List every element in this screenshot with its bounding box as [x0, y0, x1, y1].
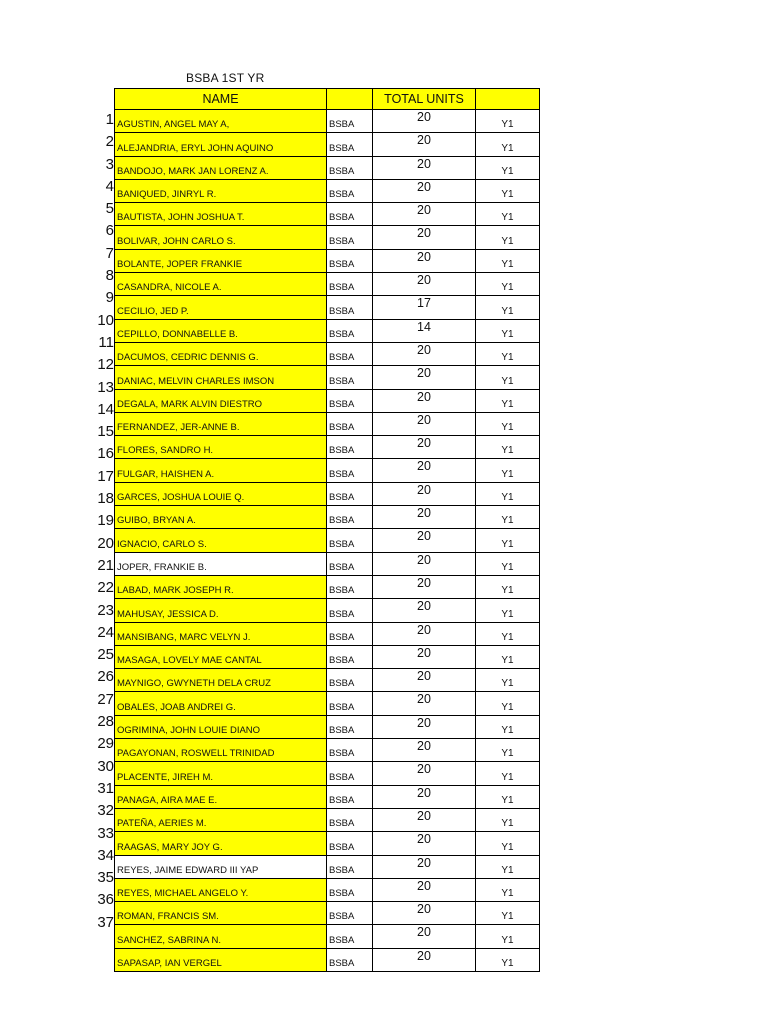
cell-total-units: 20	[373, 925, 476, 948]
cell-year: Y1	[476, 622, 540, 645]
cell-year: Y1	[476, 203, 540, 226]
cell-program: BSBA	[327, 459, 373, 482]
cell-total-units: 20	[373, 715, 476, 738]
cell-year: Y1	[476, 389, 540, 412]
cell-name: PLACENTE, JIREH M.	[115, 762, 327, 785]
cell-year: Y1	[476, 715, 540, 738]
cell-program: BSBA	[327, 319, 373, 342]
cell-name: DEGALA, MARK ALVIN DIESTRO	[115, 389, 327, 412]
row-number: 20	[97, 534, 114, 552]
cell-total-units: 20	[373, 855, 476, 878]
cell-total-units: 20	[373, 342, 476, 365]
table-row	[115, 249, 540, 272]
cell-program: BSBA	[327, 273, 373, 296]
cell-total-units: 20	[373, 249, 476, 272]
cell-total-units: 20	[373, 226, 476, 249]
table-row	[115, 179, 540, 202]
row-number: 13	[97, 378, 114, 396]
table-row	[115, 692, 540, 715]
cell-year: Y1	[476, 855, 540, 878]
row-number: 31	[97, 779, 114, 797]
cell-name: IGNACIO, CARLO S.	[115, 529, 327, 552]
table-row	[115, 669, 540, 692]
row-number: 24	[97, 623, 114, 641]
table-row	[115, 110, 540, 133]
cell-program: BSBA	[327, 156, 373, 179]
row-number: 8	[105, 267, 114, 285]
cell-name: RAAGAS, MARY JOY G.	[115, 832, 327, 855]
cell-program: BSBA	[327, 296, 373, 319]
table-row	[115, 948, 540, 971]
row-number: 27	[97, 690, 114, 708]
header-program	[327, 89, 373, 110]
row-number: 34	[97, 846, 114, 864]
cell-total-units: 20	[373, 645, 476, 668]
cell-name: MASAGA, LOVELY MAE CANTAL	[115, 645, 327, 668]
cell-total-units: 20	[373, 575, 476, 598]
row-number: 7	[105, 244, 114, 262]
cell-name: DACUMOS, CEDRIC DENNIS G.	[115, 342, 327, 365]
header-name: NAME	[115, 89, 327, 110]
cell-year: Y1	[476, 273, 540, 296]
table-row	[115, 296, 540, 319]
cell-total-units: 20	[373, 133, 476, 156]
cell-name: REYES, JAIME EDWARD III YAP	[115, 855, 327, 878]
cell-total-units: 20	[373, 110, 476, 133]
cell-name: SANCHEZ, SABRINA N.	[115, 925, 327, 948]
header-year	[476, 89, 540, 110]
table-row	[115, 226, 540, 249]
cell-total-units: 20	[373, 459, 476, 482]
cell-total-units: 20	[373, 878, 476, 901]
cell-total-units: 20	[373, 785, 476, 808]
cell-program: BSBA	[327, 645, 373, 668]
cell-program: BSBA	[327, 715, 373, 738]
cell-program: BSBA	[327, 529, 373, 552]
cell-year: Y1	[476, 669, 540, 692]
cell-total-units: 20	[373, 739, 476, 762]
row-number: 32	[97, 802, 114, 820]
cell-program: BSBA	[327, 575, 373, 598]
table-row	[115, 832, 540, 855]
cell-program: BSBA	[327, 436, 373, 459]
cell-program: BSBA	[327, 669, 373, 692]
cell-year: Y1	[476, 133, 540, 156]
table-row	[115, 878, 540, 901]
cell-total-units: 20	[373, 762, 476, 785]
cell-program: BSBA	[327, 133, 373, 156]
cell-total-units: 20	[373, 529, 476, 552]
cell-program: BSBA	[327, 203, 373, 226]
cell-year: Y1	[476, 529, 540, 552]
table-row	[115, 715, 540, 738]
cell-program: BSBA	[327, 808, 373, 831]
table-row	[115, 622, 540, 645]
header-row	[115, 89, 540, 110]
cell-total-units: 20	[373, 506, 476, 529]
cell-name: LABAD, MARK JOSEPH R.	[115, 575, 327, 598]
cell-year: Y1	[476, 762, 540, 785]
cell-year: Y1	[476, 249, 540, 272]
cell-year: Y1	[476, 506, 540, 529]
table-row	[115, 575, 540, 598]
cell-program: BSBA	[327, 902, 373, 925]
cell-year: Y1	[476, 110, 540, 133]
header-total-units: TOTAL UNITS	[373, 89, 476, 110]
cell-year: Y1	[476, 226, 540, 249]
cell-program: BSBA	[327, 552, 373, 575]
row-number: 14	[97, 400, 114, 418]
cell-total-units: 20	[373, 436, 476, 459]
cell-total-units: 20	[373, 669, 476, 692]
table-row	[115, 925, 540, 948]
cell-name: BANIQUED, JINRYL R.	[115, 179, 327, 202]
cell-total-units: 20	[373, 482, 476, 505]
row-number: 11	[98, 333, 114, 351]
cell-total-units: 20	[373, 366, 476, 389]
cell-year: Y1	[476, 902, 540, 925]
cell-total-units: 20	[373, 692, 476, 715]
cell-year: Y1	[476, 552, 540, 575]
table-row	[115, 366, 540, 389]
cell-total-units: 20	[373, 808, 476, 831]
row-number: 21	[97, 556, 114, 574]
row-number: 36	[97, 891, 114, 909]
cell-total-units: 20	[373, 948, 476, 971]
row-number: 22	[97, 579, 114, 597]
cell-year: Y1	[476, 366, 540, 389]
cell-name: CECILIO, JED P.	[115, 296, 327, 319]
table-row	[115, 342, 540, 365]
cell-program: BSBA	[327, 739, 373, 762]
row-number: 35	[97, 869, 114, 887]
row-number: 26	[97, 668, 114, 686]
cell-name: FERNANDEZ, JER-ANNE B.	[115, 412, 327, 435]
cell-total-units: 20	[373, 412, 476, 435]
cell-year: Y1	[476, 785, 540, 808]
cell-year: Y1	[476, 296, 540, 319]
table-row	[115, 645, 540, 668]
row-number: 16	[97, 445, 114, 463]
row-number: 9	[105, 289, 114, 307]
cell-program: BSBA	[327, 925, 373, 948]
table-row	[115, 506, 540, 529]
cell-program: BSBA	[327, 878, 373, 901]
row-number: 2	[105, 133, 114, 151]
cell-year: Y1	[476, 808, 540, 831]
cell-total-units: 14	[373, 319, 476, 342]
cell-name: FULGAR, HAISHEN A.	[115, 459, 327, 482]
cell-year: Y1	[476, 948, 540, 971]
table-row	[115, 389, 540, 412]
row-number: 37	[97, 913, 114, 931]
cell-year: Y1	[476, 878, 540, 901]
sheet-title: BSBA 1ST YR	[186, 71, 265, 85]
cell-name: BOLIVAR, JOHN CARLO S.	[115, 226, 327, 249]
cell-name: PANAGA, AIRA MAE E.	[115, 785, 327, 808]
cell-total-units: 20	[373, 552, 476, 575]
cell-program: BSBA	[327, 762, 373, 785]
row-number: 25	[97, 646, 114, 664]
cell-year: Y1	[476, 412, 540, 435]
cell-program: BSBA	[327, 599, 373, 622]
cell-name: FLORES, SANDRO H.	[115, 436, 327, 459]
cell-name: MAYNIGO, GWYNETH DELA CRUZ	[115, 669, 327, 692]
cell-year: Y1	[476, 156, 540, 179]
cell-name: OBALES, JOAB ANDREI G.	[115, 692, 327, 715]
cell-program: BSBA	[327, 785, 373, 808]
cell-year: Y1	[476, 645, 540, 668]
table-row	[115, 552, 540, 575]
cell-name: GARCES, JOSHUA LOUIE Q.	[115, 482, 327, 505]
cell-year: Y1	[476, 319, 540, 342]
row-number: 10	[97, 311, 114, 329]
cell-year: Y1	[476, 925, 540, 948]
cell-program: BSBA	[327, 622, 373, 645]
cell-program: BSBA	[327, 506, 373, 529]
cell-name: MAHUSAY, JESSICA D.	[115, 599, 327, 622]
cell-program: BSBA	[327, 110, 373, 133]
table-row	[115, 762, 540, 785]
row-number: 12	[97, 356, 114, 374]
cell-program: BSBA	[327, 226, 373, 249]
table-row	[115, 599, 540, 622]
cell-name: CASANDRA, NICOLE A.	[115, 273, 327, 296]
cell-name: PATEÑA, AERIES M.	[115, 808, 327, 831]
cell-name: DANIAC, MELVIN CHARLES IMSON	[115, 366, 327, 389]
row-number: 15	[97, 423, 114, 441]
cell-name: AGUSTIN, ANGEL MAY A,	[115, 110, 327, 133]
cell-program: BSBA	[327, 832, 373, 855]
cell-program: BSBA	[327, 692, 373, 715]
cell-total-units: 20	[373, 156, 476, 179]
roster-body	[115, 110, 540, 972]
cell-total-units: 20	[373, 203, 476, 226]
table-row	[115, 319, 540, 342]
row-number: 30	[97, 757, 114, 775]
row-number: 3	[105, 155, 114, 173]
row-number: 18	[97, 490, 114, 508]
cell-name: MANSIBANG, MARC VELYN J.	[115, 622, 327, 645]
cell-year: Y1	[476, 739, 540, 762]
table-row	[115, 855, 540, 878]
cell-name: ROMAN, FRANCIS SM.	[115, 902, 327, 925]
cell-program: BSBA	[327, 342, 373, 365]
row-number-column	[86, 110, 114, 935]
table-row	[115, 739, 540, 762]
table-row	[115, 785, 540, 808]
row-number: 17	[97, 467, 114, 485]
cell-name: SAPASAP, IAN VERGEL	[115, 948, 327, 971]
table-row	[115, 808, 540, 831]
table-row	[115, 273, 540, 296]
cell-program: BSBA	[327, 948, 373, 971]
cell-year: Y1	[476, 599, 540, 622]
row-number: 1	[105, 111, 114, 128]
cell-program: BSBA	[327, 412, 373, 435]
cell-program: BSBA	[327, 389, 373, 412]
cell-name: ALEJANDRIA, ERYL JOHN AQUINO	[115, 133, 327, 156]
cell-name: REYES, MICHAEL ANGELO Y.	[115, 878, 327, 901]
cell-program: BSBA	[327, 482, 373, 505]
table-row	[115, 436, 540, 459]
cell-name: CEPILLO, DONNABELLE B.	[115, 319, 327, 342]
row-number: 29	[97, 735, 114, 753]
table-row	[115, 412, 540, 435]
cell-total-units: 20	[373, 599, 476, 622]
cell-program: BSBA	[327, 366, 373, 389]
row-number: 23	[97, 601, 114, 619]
cell-year: Y1	[476, 575, 540, 598]
cell-name: PAGAYONAN, ROSWELL TRINIDAD	[115, 739, 327, 762]
cell-year: Y1	[476, 342, 540, 365]
row-number: 19	[97, 512, 114, 530]
cell-name: JOPER, FRANKIE B.	[115, 552, 327, 575]
cell-name: GUIBO, BRYAN A.	[115, 506, 327, 529]
row-number: 4	[105, 177, 114, 195]
cell-total-units: 20	[373, 389, 476, 412]
cell-total-units: 20	[373, 622, 476, 645]
cell-total-units: 17	[373, 296, 476, 319]
cell-year: Y1	[476, 179, 540, 202]
cell-year: Y1	[476, 482, 540, 505]
cell-year: Y1	[476, 459, 540, 482]
cell-total-units: 20	[373, 832, 476, 855]
cell-program: BSBA	[327, 249, 373, 272]
row-number: 6	[105, 222, 114, 240]
row-number: 33	[97, 824, 114, 842]
cell-total-units: 20	[373, 179, 476, 202]
cell-total-units: 20	[373, 273, 476, 296]
cell-name: BAUTISTA, JOHN JOSHUA T.	[115, 203, 327, 226]
cell-year: Y1	[476, 436, 540, 459]
table-row	[115, 529, 540, 552]
cell-total-units: 20	[373, 902, 476, 925]
cell-year: Y1	[476, 692, 540, 715]
row-number: 28	[97, 713, 114, 731]
table-row	[115, 902, 540, 925]
cell-name: BOLANTE, JOPER FRANKIE	[115, 249, 327, 272]
table-row	[115, 156, 540, 179]
cell-name: OGRIMINA, JOHN LOUIE DIANO	[115, 715, 327, 738]
cell-name: BANDOJO, MARK JAN LORENZ A.	[115, 156, 327, 179]
table-row	[115, 482, 540, 505]
roster-table	[114, 88, 540, 972]
cell-program: BSBA	[327, 855, 373, 878]
table-row	[115, 459, 540, 482]
table-row	[115, 203, 540, 226]
row-number: 5	[105, 200, 114, 218]
cell-year: Y1	[476, 832, 540, 855]
cell-program: BSBA	[327, 179, 373, 202]
table-row	[115, 133, 540, 156]
